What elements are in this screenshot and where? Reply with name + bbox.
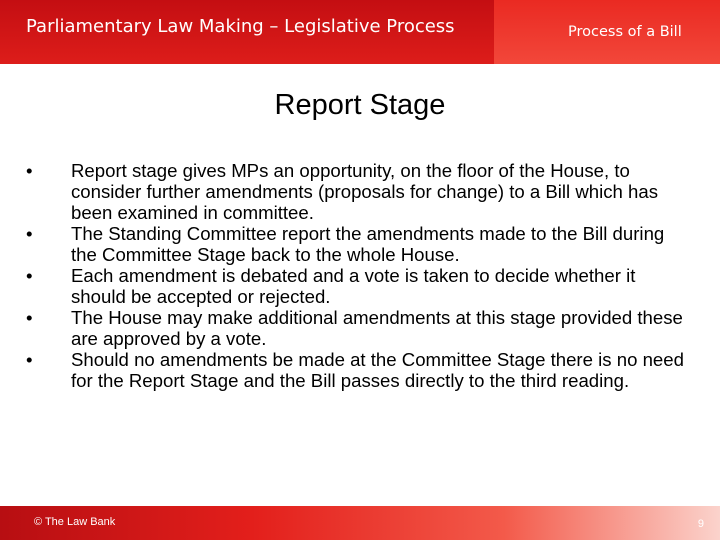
bullet-item (26, 223, 686, 265)
copyright-text: © The Law Bank (34, 516, 116, 528)
bullet-item (26, 307, 686, 349)
bullet-text: Should no amendments be made at the Committee Stage there is no need for the Report Stage and the Bill passes directly to the third reading. (71, 349, 684, 391)
header-title-panel (0, 0, 494, 64)
bullet-icon: • (26, 223, 33, 244)
page-number: 9 (697, 518, 704, 530)
header-title: Parliamentary Law Making – Legislative Process (26, 16, 455, 37)
bullet-text: The Standing Committee report the amendments made to the Bill during the Committee Stage back to the whole House. (71, 223, 665, 265)
section-label: Process of a Bill (568, 24, 682, 40)
bullet-text: The House may make additional amendments at this stage provided these are approved by a vote. (71, 307, 683, 349)
bullet-icon: • (26, 307, 33, 328)
bullet-icon: • (26, 349, 33, 370)
header-bar (0, 0, 720, 64)
bullet-item (26, 265, 686, 307)
footer-bar (0, 506, 720, 540)
bullet-item (26, 160, 686, 223)
bullet-text: Report stage gives MPs an opportunity, on the floor of the House, to consider further amendments (proposals for change) to a Bill which has been examined in committee. (71, 160, 659, 223)
bullet-icon: • (26, 160, 33, 181)
bullet-list (26, 160, 686, 391)
bullet-text: Each amendment is debated and a vote is taken to decide whether it should be accepted or rejected. (71, 265, 636, 307)
bullet-icon: • (26, 265, 33, 286)
slide-title: Report Stage (274, 89, 446, 121)
bullet-item (26, 349, 686, 391)
